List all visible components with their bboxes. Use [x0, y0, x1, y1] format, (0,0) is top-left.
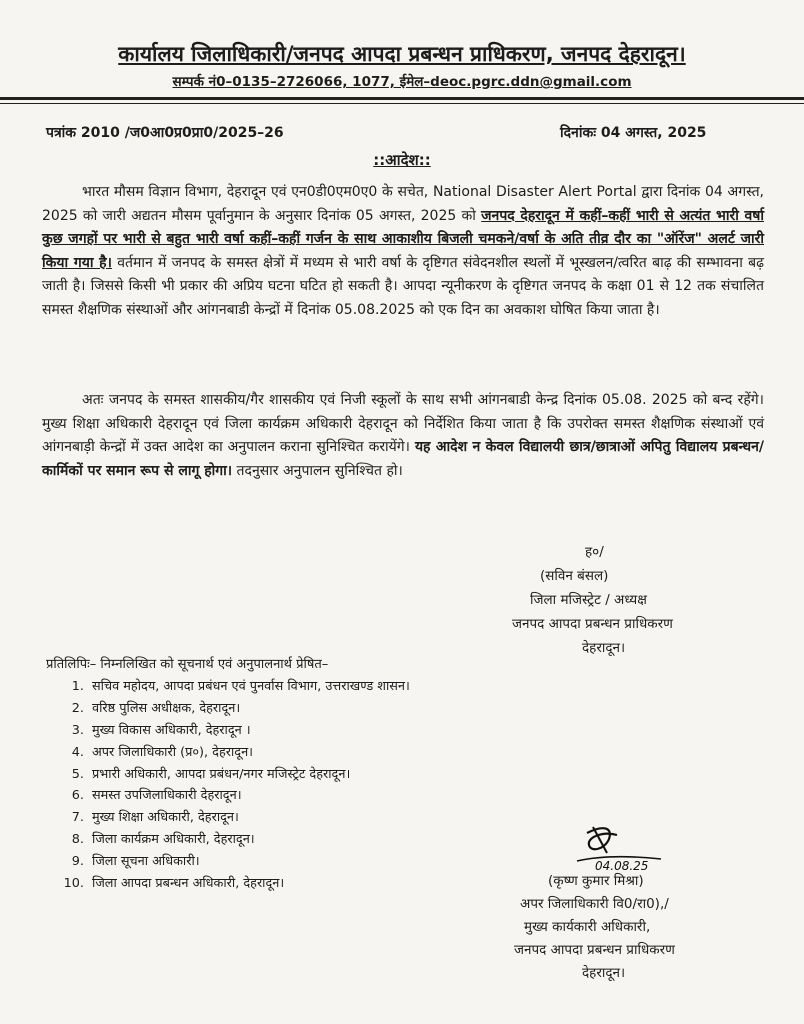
header-rule-thin: [0, 103, 804, 104]
paragraph-1: [42, 181, 764, 322]
signatory2-place: देहरादून।: [582, 965, 626, 981]
paragraph-1-text-b: वर्तमान में जनपद के समस्त क्षेत्रों में मध्यम से भारी वर्षा के दृष्टिगत संवेदनशील स्थलों में भूस्खलन/त्वरित बाढ़ की सम्भावना बढ़ जाती है। जिससे किसी भी प्रकार की अप्रिय घटना घटित हो सकती है। आपदा न्यूनीकरण के दृष्टिगत जनपद के कक्षा 01 से 12 तक संचालित समस्त शैक्षणिक संस्थाओं और आंगनबाडी केन्द्रों में दिनांक 05.08.2025 को एक दिन का अवकाश घोषित किया जाता है।: [42, 254, 764, 318]
list-item: 9. जिला सूचना अधिकारी।: [71, 854, 200, 870]
list-item: 7. मुख्य शिक्षा अधिकारी, देहरादून।: [71, 810, 239, 826]
header-rule: [0, 97, 804, 100]
paragraph-2: [42, 389, 764, 483]
signatory2-name: (कृष्ण कुमार मिश्रा): [548, 873, 644, 889]
signatory2-designation: अपर जिलाधिकारी वि0/रा0),/: [520, 896, 669, 912]
office-title: कार्यालय जिलाधिकारी/जनपद आपदा प्रबन्धन प्राधिकरण, जनपद देहरादून।: [118, 42, 686, 66]
list-item: 8. जिला कार्यक्रम अधिकारी, देहरादून।: [71, 832, 255, 848]
signatory-place: देहरादून।: [582, 640, 626, 656]
signatory2-authority: जनपद आपदा प्रबन्धन प्राधिकरण: [514, 942, 675, 958]
signatory-designation: जिला मजिस्ट्रेट / अध्यक्ष: [530, 592, 647, 608]
signature-block-adm: [510, 870, 760, 985]
signature-block-dm: [500, 540, 750, 660]
signed-mark: ह०/: [585, 544, 604, 560]
copy-to-list: [60, 676, 410, 895]
orange-alert-text: जनपद देहरादून में कहीं–कहीं भारी से अत्यंत भारी वर्षा कुछ जगहों पर भारी से बहुत भारी वर्षा कहीं–कहीं गर्जन के साथ आकाशीय बिजली चमकने/वर्षा के अति तीव्र दौर का "ऑरेंज" अलर्ट जारी किया गया है।: [42, 207, 765, 271]
signatory-authority: जनपद आपदा प्रबन्धन प्राधिकरण: [512, 616, 673, 632]
list-item: 6. समस्त उपजिलाधिकारी देहरादून।: [71, 788, 242, 804]
handwritten-initials-icon: [573, 823, 663, 873]
paragraph-2-text-a: अतः जनपद के समस्त शासकीय/गैर शासकीय एवं निजी स्कूलों के साथ सभी आंगनबाडी केन्द्र दिनांक 05.08. 2025 को बन्द रहेंगे। मुख्य शिक्षा अधिकारी देहरादून एवं जिला कार्यक्रम अधिकारी देहरादून को निर्देशित किया जाता है कि उपरोक्त समस्त शैक्षणिक संस्थाओं एवं आंगनबाड़ी केन्द्रों में उक्त आदेश का अनुपालन कराना सुनिश्चित करायेंगे।: [42, 392, 764, 455]
list-item: 2. वरिष्ठ पुलिस अधीक्षक, देहरादून।: [71, 700, 241, 716]
list-item: 10. जिला आपदा प्रबन्धन अधिकारी, देहरादून।: [63, 876, 285, 892]
list-item: 3. मुख्य विकास अधिकारी, देहरादून ।: [71, 722, 251, 738]
paragraph-1-text-a: भारत मौसम विज्ञान विभाग, देहरादून एवं एन0डी0एम0ए0 के सचेत, National Disaster Alert Portal द्वारा दिनांक 04 अगस्त, 2025 को जारी अद्यतन मौसम पूर्वानुमान के अनुसार दिनांक 05 अगस्त, 2025 को: [42, 184, 764, 224]
signatory2-role: मुख्य कार्यकारी अधिकारी,: [524, 919, 651, 935]
order-heading: ::आदेश::: [373, 151, 431, 169]
paragraph-2-bold: यह आदेश न केवल विद्यालयी छात्र/छात्राओं अपितु विद्यालय प्रबन्धन/कार्मिकों पर समान रूप से लागू होगा।: [42, 439, 764, 479]
letter-date: दिनांकः 04 अगस्त, 2025: [560, 125, 707, 141]
list-item: 5. प्रभारी अधिकारी, आपदा प्रबंधन/नगर मजिस्ट्रेट देहरादून।: [71, 766, 351, 782]
initial-date: 04.08.25: [595, 859, 649, 873]
list-item: 4. अपर जिलाधिकारी (प्र०), देहरादून।: [71, 744, 254, 760]
contact-line: सम्पर्क नं0–0135–2726066, 1077, ईमेल–deoc.pgrc.ddn@gmail.com: [172, 74, 632, 90]
letter-number: पत्रांक 2010 /ज0आ0प्र0प्रा0/2025–26: [46, 125, 284, 141]
copy-to-label: प्रतिलिपिः– निम्नलिखित को सूचनार्थ एवं अनुपालनार्थ प्रेषित–: [46, 657, 329, 672]
list-item: 1. सचिव महोदय, आपदा प्रबंधन एवं पुनर्वास विभाग, उत्तराखण्ड शासन।: [71, 679, 410, 694]
paragraph-2-text-b: तदनुसार अनुपालन सुनिश्चित हो।: [232, 462, 403, 479]
signatory-name: (सविन बंसल): [540, 568, 609, 584]
